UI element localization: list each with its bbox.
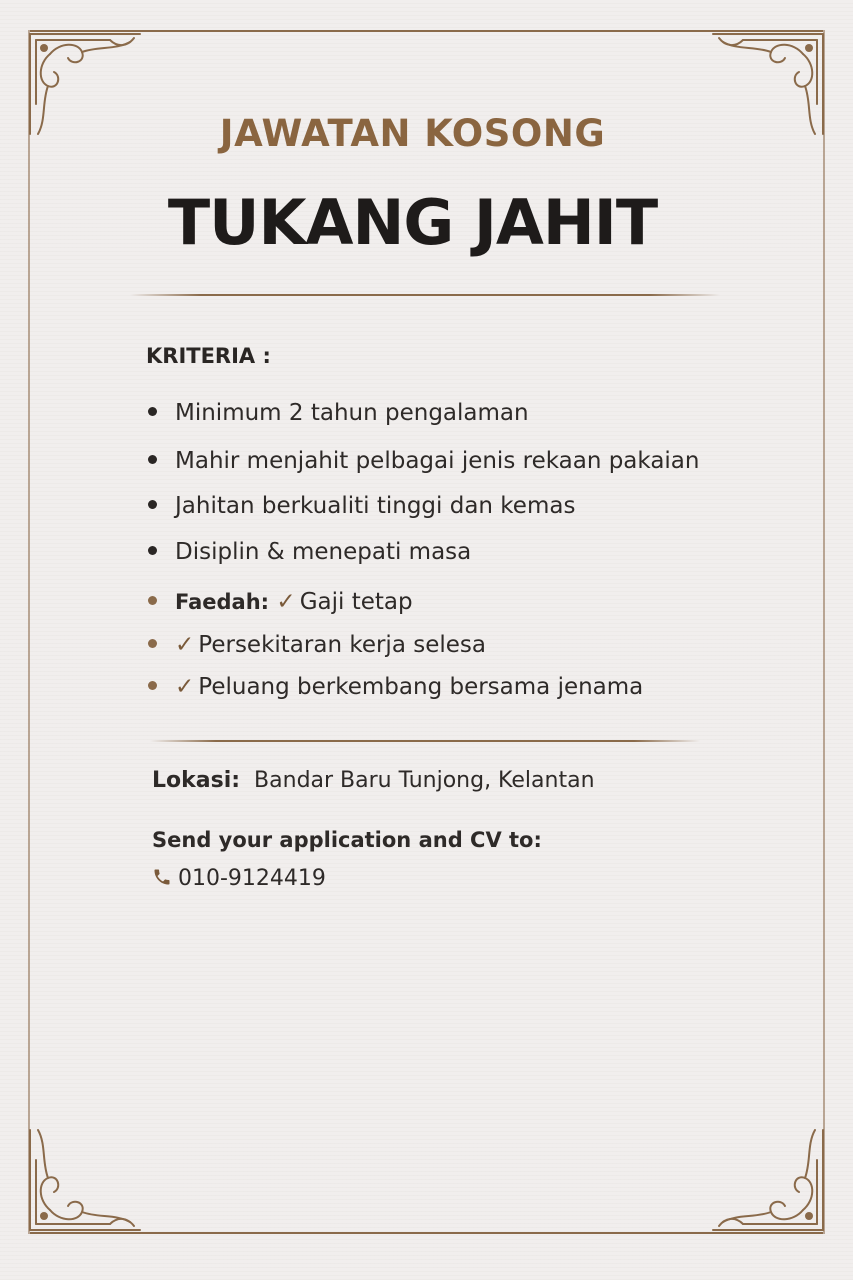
- bullet-icon: [148, 455, 157, 464]
- bullet-icon: [148, 546, 157, 555]
- phone-icon: [152, 866, 172, 888]
- check-icon: ✓: [175, 674, 195, 700]
- corner-ornament-bottom-right: [703, 1110, 833, 1240]
- job-title: TUKANG JAHIT: [167, 186, 658, 259]
- criteria-item: [148, 398, 529, 428]
- location-line: [152, 768, 595, 793]
- criteria-item: [148, 537, 471, 567]
- benefit-item: [148, 672, 643, 702]
- bullet-icon: [148, 639, 157, 648]
- benefit-item: [148, 630, 486, 660]
- benefit-text: Persekitaran kerja selesa: [198, 632, 486, 658]
- criteria-text: Disiplin & menepati masa: [175, 539, 472, 565]
- check-icon: ✓: [276, 589, 296, 615]
- info-divider: [150, 740, 700, 742]
- benefit-text: Peluang berkembang bersama jenama: [198, 674, 644, 700]
- bullet-icon: [148, 407, 157, 416]
- job-vacancy-subtitle: JAWATAN KOSONG: [219, 112, 606, 155]
- benefit-text: Gaji tetap: [299, 589, 413, 615]
- bullet-icon: [148, 596, 157, 605]
- criteria-item: [148, 491, 575, 521]
- benefit-item: [148, 587, 413, 617]
- check-icon: ✓: [175, 632, 195, 658]
- phone-line: [152, 866, 326, 891]
- bullet-icon: [148, 500, 157, 509]
- location-label: Lokasi:: [152, 768, 241, 793]
- corner-ornament-bottom-left: [20, 1110, 150, 1240]
- criteria-item: [148, 446, 699, 476]
- criteria-text: Jahitan berkualiti tinggi dan kemas: [175, 493, 576, 519]
- bullet-icon: [148, 681, 157, 690]
- criteria-heading: KRITERIA :: [146, 344, 271, 368]
- criteria-text: Minimum 2 tahun pengalaman: [175, 400, 529, 426]
- contact-label: Send your application and CV to:: [152, 828, 542, 852]
- title-divider: [130, 294, 720, 296]
- phone-number: 010-9124419: [178, 866, 326, 891]
- location-value: Bandar Baru Tunjong, Kelantan: [254, 768, 595, 793]
- benefits-label: Faedah:: [175, 590, 270, 614]
- criteria-text: Mahir menjahit pelbagai jenis rekaan pakaian: [175, 448, 700, 474]
